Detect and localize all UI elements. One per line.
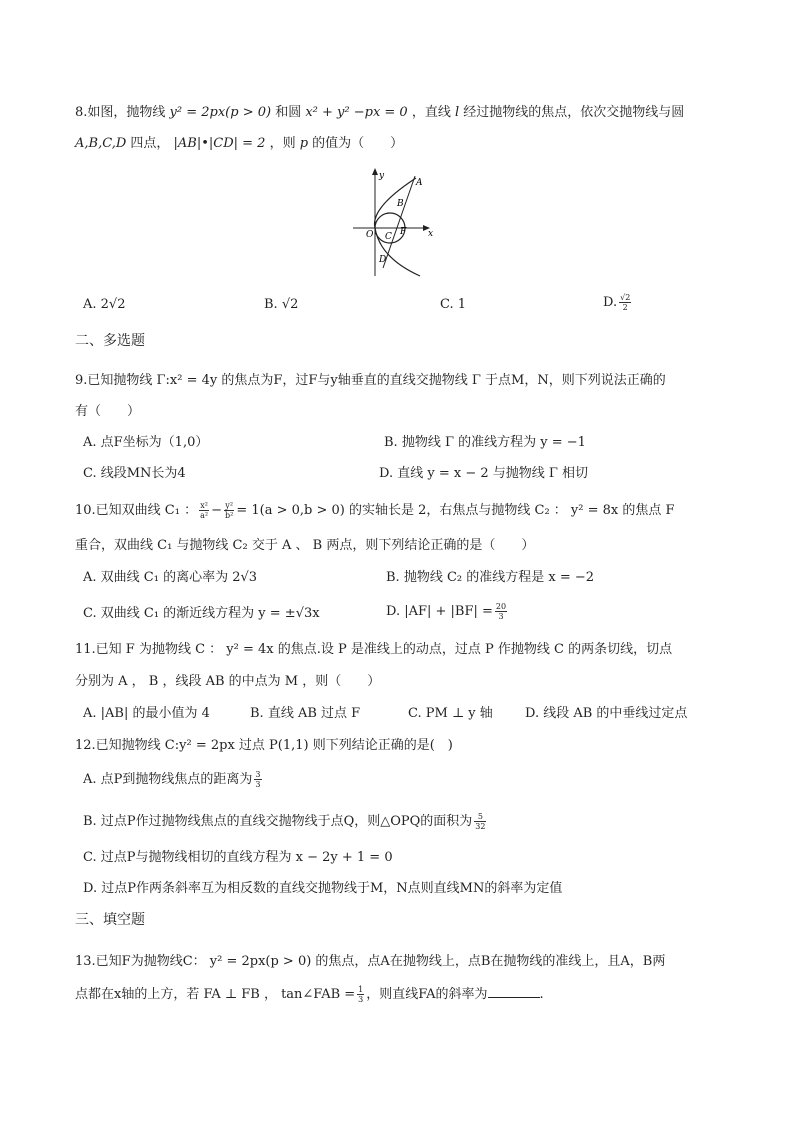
y-axis-arrow	[372, 168, 378, 175]
q9-line2: 有（ ）	[75, 404, 141, 419]
label-A: A	[416, 178, 423, 188]
q9-line1: 9.已知抛物线 Γ:x² = 4y 的焦点为F，过F与y轴垂直的直线交抛物线 Γ 于点M，N，则下列说法正确的	[75, 373, 666, 388]
q9-option-c: C. 线段MN长为4	[83, 466, 186, 481]
q11-option-d: D. 线段 AB 的中垂线过定点	[525, 706, 688, 721]
parabola-equation: y² = 2px(p > 0)	[169, 105, 272, 120]
q8-figure	[350, 168, 440, 278]
q8-number: 8.	[75, 105, 88, 120]
q9-option-a: A. 点F坐标为（1,0）	[83, 435, 209, 450]
fraction: $\frac{5}{32}$	[475, 812, 486, 831]
q12-option-c: C. 过点P与抛物线相切的直线方程为 x − 2y + 1 = 0	[83, 850, 393, 865]
q11-line1: 11.已知 F 为抛物线 C ： y² = 4x 的焦点.设 P 是准线上的动点，过点 P 作抛物线 C 的两条切线，切点	[75, 642, 673, 657]
label-C: C	[385, 232, 392, 242]
q11-line2: 分别为 A ， B ，线段 AB 的中点为 M ，则（ ）	[75, 674, 381, 689]
section-heading-fill-in: 三、填空题	[75, 912, 145, 928]
section-heading-multi-choice: 二、多选题	[75, 333, 145, 349]
q11-option-c: C. PM ⊥ y 轴	[408, 706, 493, 721]
q12-option-a: A. 点P到抛物线焦点的距离为 $\frac{3}{3}$	[83, 770, 261, 789]
q11-option-b: B. 直线 AB 过点 F	[250, 706, 361, 721]
q10-option-c: C. 双曲线 C₁ 的渐近线方程为 y = ±√3x	[83, 606, 320, 621]
q13-line1: 13.已知F为抛物线C： y² = 2px(p > 0) 的焦点，点A在抛物线上，点B在抛物线的准线上，且A，B两	[75, 954, 666, 969]
q10-line2: 重合，双曲线 C₁ 与抛物线 C₂ 交于 A 、 B 两点，则下列结论正确的是（ ）	[75, 538, 535, 553]
q12-line1: 12.已知抛物线 C:y² = 2px 过点 P(1,1) 则下列结论正确的是( )	[75, 738, 453, 753]
q12-option-d: D. 过点P作两条斜率互为相反数的直线交抛物线于M，N点则直线MN的斜率为定值	[83, 881, 563, 896]
fraction: $\frac{\text{x²}}{\text{a²}}$	[200, 501, 209, 520]
label-O: O	[366, 230, 374, 240]
label-y: y	[379, 171, 385, 181]
q8-option-d: D. $\frac{√2}{2}$	[603, 293, 631, 312]
q8-option-c: C. 1	[440, 297, 467, 312]
q9-option-d: D. 直线 y = x − 2 与抛物线 Γ 相切	[379, 466, 589, 481]
fraction: $\frac{√2}{2}$	[620, 293, 631, 312]
q8-option-a: A. 2√2	[83, 297, 126, 312]
q10-option-d: D. |AF| + |BF| = $\frac{20}{3}$	[386, 602, 507, 621]
q10-option-b: B. 抛物线 C₂ 的准线方程是 x = −2	[386, 570, 595, 585]
q13-line2: 点都在x轴的上方，若 FA ⊥ FB ， tan∠FAB = $\frac{1}{3}$ ，则直线FA的斜率为 .	[75, 985, 544, 1004]
q9-option-b: B. 抛物线 Γ 的准线方程为 y = −1	[384, 435, 586, 450]
label-D: D	[379, 255, 387, 265]
q11-option-a: A. |AB| 的最小值为 4	[83, 706, 210, 721]
q8-line1: 8.如图，抛物线 y² = 2px(p > 0) 和圆 x² + y² −px = 0 ，直线 l 经过抛物线的焦点，依次交抛物线与圆	[75, 105, 685, 120]
label-F: F	[400, 227, 407, 237]
q12-option-b: B. 过点P作过抛物线焦点的直线交抛物线于点Q，则△OPQ的面积为 $\frac{5}{32}$	[83, 812, 486, 831]
q10-option-a: A. 双曲线 C₁ 的离心率为 2√3	[83, 570, 258, 585]
q8-line2: A,B,C,D 四点， |AB|•|CD| = 2 ，则 p 的值为（ ）	[75, 136, 404, 151]
label-B: B	[397, 199, 404, 209]
circle-equation: x² + y² −px = 0	[305, 105, 408, 120]
answer-blank[interactable]	[488, 985, 540, 998]
q8-option-b: B. √2	[264, 297, 299, 312]
condition: |AB|•|CD| = 2	[173, 136, 266, 151]
fraction: $\frac{20}{3}$	[495, 602, 507, 621]
fraction: $\frac{3}{3}$	[255, 770, 261, 789]
fraction: $\frac{\text{y²}}{\text{b²}}$	[225, 501, 234, 520]
fraction: $\frac{1}{3}$	[358, 985, 364, 1004]
q10-line1: 10.已知双曲线 C₁ ： $\frac{\text{x²}}{\text{a²}}$ − $\frac{\text{y²}}{\text{b²}}$ = 1(a > 0,b > 0) 的实轴长是 2，右焦点与抛物线 C₂ ： y² = 8x 的焦点 F	[75, 501, 675, 520]
label-x: x	[428, 229, 434, 239]
